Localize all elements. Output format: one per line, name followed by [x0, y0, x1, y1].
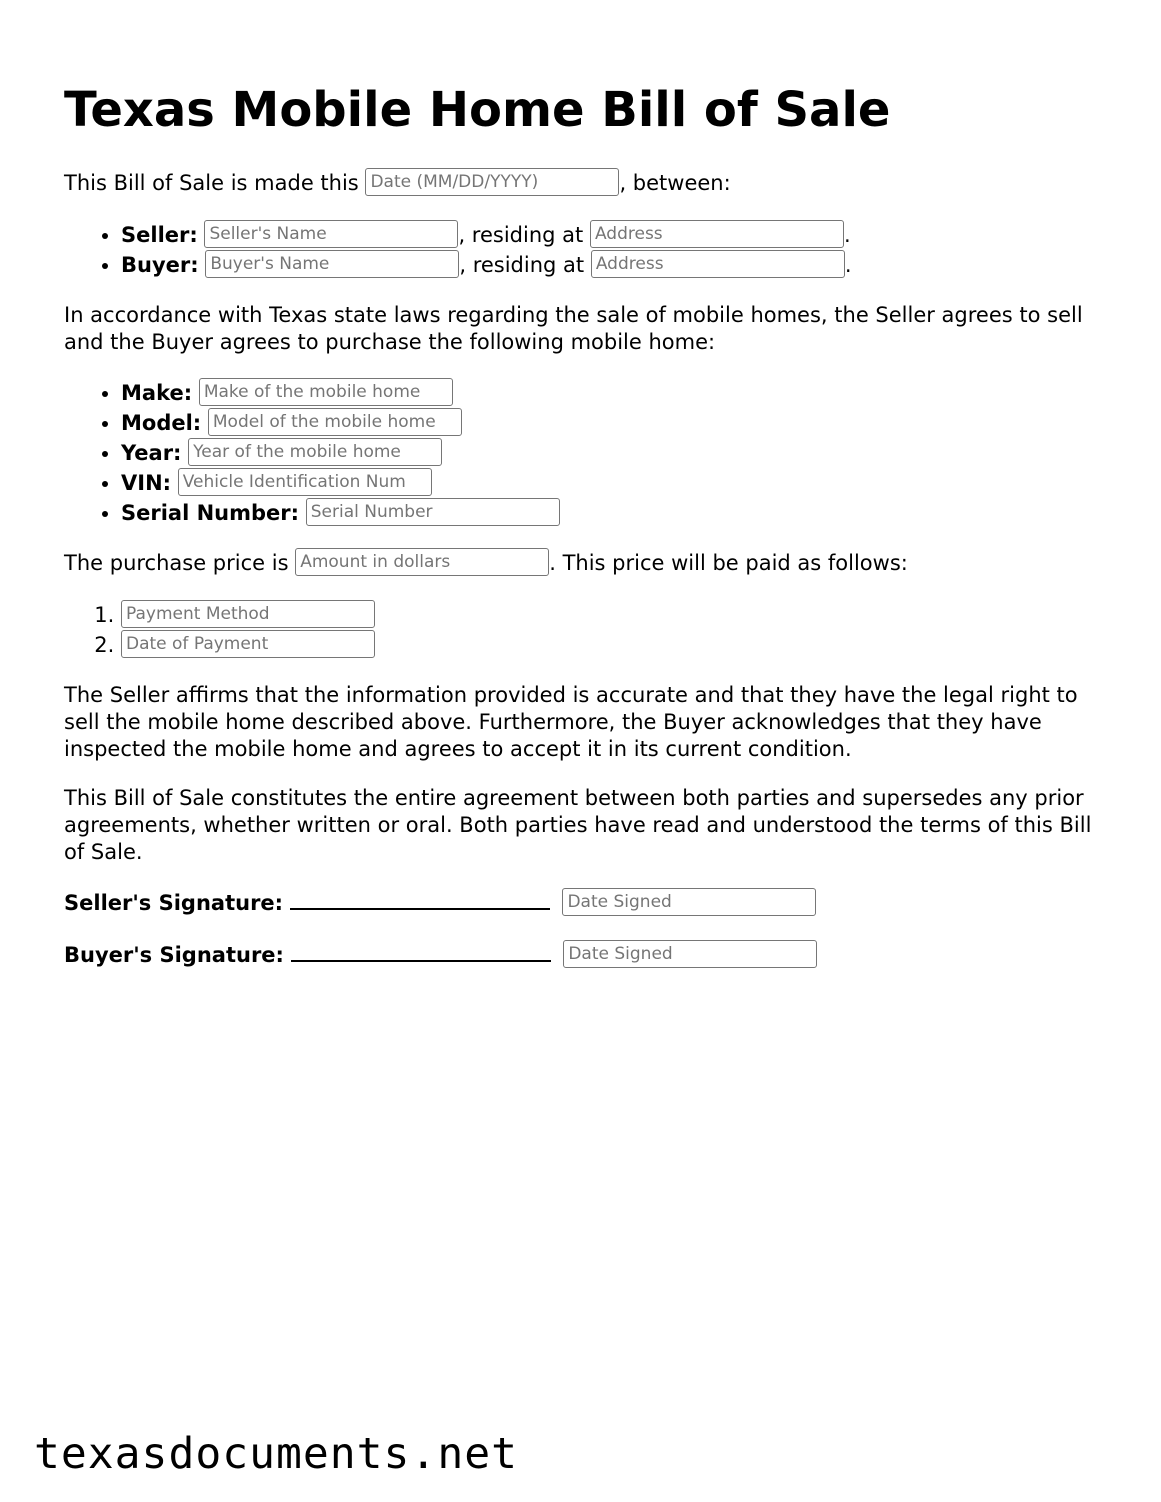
vin-item: [121, 468, 1104, 498]
buyer-signature-label: Buyer's Signature:: [64, 943, 284, 967]
vin-label: VIN:: [121, 471, 172, 495]
affirm-paragraph: The Seller affirms that the information provided is accurate and that they have the legal right to sell the mobile home described above. Furthermore, the Buyer acknowledges that they have inspected the mobile home and agrees to accept it in its current condition.: [64, 683, 1078, 761]
intro-paragraph: [64, 170, 1104, 198]
buyer-period: .: [844, 253, 852, 277]
vin-field[interactable]: Vehicle Identification Num: [178, 468, 432, 496]
seller-period: .: [843, 223, 851, 247]
serial-field[interactable]: Serial Number: [306, 498, 560, 526]
seller-date-signed-field[interactable]: Date Signed: [562, 888, 816, 916]
buyer-label: Buyer:: [121, 253, 199, 277]
seller-signature-row: [64, 888, 1104, 918]
seller-signature-label: Seller's Signature:: [64, 891, 284, 915]
site-watermark: texasdocuments.net: [34, 1429, 518, 1479]
accordance-paragraph: In accordance with Texas state laws regarding the sale of mobile homes, the Seller agrees to sell and the Buyer agrees to purchase the following mobile home:: [64, 303, 1083, 354]
seller-item: [121, 220, 1104, 250]
document-page: [64, 80, 1104, 992]
intro-prefix: This Bill of Sale is made this: [64, 171, 359, 195]
model-item: [121, 408, 1104, 438]
buyer-date-signed-field[interactable]: Date Signed: [563, 940, 817, 968]
model-field[interactable]: Model of the mobile home: [208, 408, 462, 436]
payment-date-item: [121, 630, 1104, 660]
buyer-signature-row: [64, 940, 1104, 970]
serial-item: [121, 498, 1104, 528]
make-item: [121, 378, 1104, 408]
make-label: Make:: [121, 381, 193, 405]
price-amount-field[interactable]: Amount in dollars: [295, 548, 549, 576]
price-prefix: The purchase price is: [64, 551, 289, 575]
page-title: Texas Mobile Home Bill of Sale: [64, 82, 891, 138]
buyer-address-field[interactable]: Address: [591, 250, 845, 278]
payment-date-field[interactable]: Date of Payment: [121, 630, 375, 658]
make-field[interactable]: Make of the mobile home: [199, 378, 453, 406]
price-suffix: . This price will be paid as follows:: [549, 551, 908, 575]
payment-method-field[interactable]: Payment Method: [121, 600, 375, 628]
sale-date-field[interactable]: Date (MM/DD/YYYY): [365, 168, 619, 196]
price-paragraph: [64, 550, 1104, 578]
buyer-residing-text: , residing at: [459, 253, 585, 277]
payment-method-item: [121, 600, 1104, 630]
year-field[interactable]: Year of the mobile home: [188, 438, 442, 466]
entire-agreement-paragraph: This Bill of Sale constitutes the entire agreement between both parties and supersedes any prior agreements, whether written or oral. Both parties have read and understood the terms of this Bill of Sale.: [64, 786, 1092, 864]
intro-suffix: , between:: [619, 171, 731, 195]
seller-name-field[interactable]: Seller's Name: [204, 220, 458, 248]
seller-address-field[interactable]: Address: [590, 220, 844, 248]
seller-label: Seller:: [121, 223, 198, 247]
payment-list: [64, 600, 1104, 660]
model-label: Model:: [121, 411, 202, 435]
serial-label: Serial Number:: [121, 501, 300, 525]
seller-signature-line[interactable]: [290, 888, 550, 910]
seller-residing-text: , residing at: [458, 223, 584, 247]
mobile-home-details-list: [64, 378, 1104, 528]
year-item: [121, 438, 1104, 468]
buyer-item: [121, 250, 1104, 280]
year-label: Year:: [121, 441, 182, 465]
buyer-signature-line[interactable]: [291, 940, 551, 962]
buyer-name-field[interactable]: Buyer's Name: [205, 250, 459, 278]
parties-list: [64, 220, 1104, 280]
